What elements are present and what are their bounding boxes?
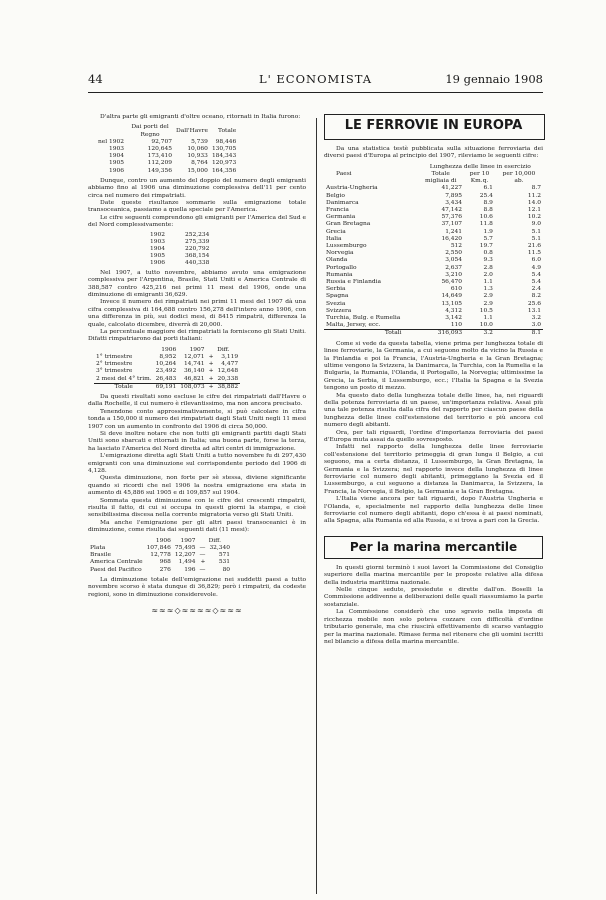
table-row: Brasile 12,778 12,207 — 571 <box>90 552 231 559</box>
paragraph: L'emigrazione diretta agli Stati Uniti a tutto novembre fu di 297,430 emigranti con una diminuzione sul corrispondente periodo del 1906 di 4,128. <box>88 453 306 475</box>
table-row: 2° trimestre 10,264 14,741 + 4,477 <box>96 361 239 368</box>
table-row: 1902 252,234 <box>150 231 210 238</box>
table-row: Plata 107,846 75,495 — 32,340 <box>90 544 231 551</box>
column-header: Dall'Havre <box>176 128 208 134</box>
article-title: LE FERROVIE IN EUROPA <box>344 118 523 133</box>
paragraph: Date queste risultanze sommarie sulla emigrazione totale transoceanica, passiamo a quella speciale per l'America. <box>88 200 306 214</box>
paragraph: Ma anche l'emigrazione per gli altri paesi transoceanici è in diminuzione, come risulta dai seguenti dati (11 mesi): <box>88 519 306 534</box>
paragraph: Invece il numero dei rimpatriati nei primi 11 mesi del 1907 dà una cifra complessiva di 164,688 contro 156,278 dell'intero anno 1906, con una differenza in più, sui dodici mesi, di 8415 rimpatrii, differenza la quale, calcolato dicembre, diverrà di 20,000. <box>88 299 306 328</box>
table-row: Lussemburgo 512 19.7 21.6 <box>326 243 541 250</box>
table-total-row: Totali 316,093 3.2 8.1 <box>324 330 543 338</box>
title-box <box>324 536 543 559</box>
table-row: Spagna 14,649 2.9 8.2 <box>326 293 541 300</box>
table-row: Belgio 7,895 25.4 11.2 <box>326 192 541 199</box>
right-column <box>324 146 543 646</box>
paragraph: Nel 1907, a tutto novembre, abbiamo avuto una emigrazione complessiva per l'Argentina, Brasile, Stati Uniti e America Centrale di 388,587 contro 425,216 nei primi 11 mesi del 1906, onde una diminuzione di emigranti 36,629. <box>88 269 306 298</box>
table-row: 1905 112,209 8,764 120,973 <box>109 160 237 167</box>
table-row: Svezia 13,105 2.9 25.6 <box>326 300 541 307</box>
america-emigrants-table <box>148 232 211 268</box>
header-rule <box>88 92 543 93</box>
column-header: 1906 <box>155 537 171 544</box>
column-header: 1907 <box>180 537 196 544</box>
paragraph: Nelle cinque sedute, presiedute e dirette dall'on. Boselli la Commissione addivenne a deliberazioni delle quali riassumiamo la parte sostanziale. <box>324 587 543 608</box>
table-row: 1904 220,792 <box>150 246 210 253</box>
table-row: Germania 57,376 10.6 10.2 <box>326 214 541 221</box>
page-header <box>88 72 543 88</box>
table-row: America Centrale 968 1,494 + 531 <box>90 559 231 566</box>
left-column <box>88 114 306 614</box>
other-countries-table <box>88 538 232 574</box>
table-row: nel 1902 92,707 5,739 98,446 <box>98 138 237 145</box>
table-row: Austria-Ungheria 41,227 6.1 8.7 <box>326 185 541 192</box>
paragraph: Da una statistica testè pubblicata sulla situazione ferroviaria dei diversi paesi d'Europa al principio del 1907, rileviamo le seguenti cifre: <box>324 146 543 160</box>
column-header: Totale <box>218 128 237 134</box>
column-divider <box>316 118 317 894</box>
table-row: Serbia 610 1.3 2.4 <box>326 286 541 293</box>
paragraph: D'altra parte gli emigranti d'oltre oceano, ritornati in Italia furono: <box>100 114 301 120</box>
table-row: Rumania 3,210 2.0 5.4 <box>326 271 541 278</box>
column-header: Diff. <box>208 537 222 544</box>
ornament-divider: ≈≈≈◇≈≈≈≈◇≈≈≈ <box>151 605 243 615</box>
table-row: Gran Bretagna 37,107 11.8 9.0 <box>326 221 541 228</box>
paragraph: Dunque, contro un aumento del doppio del numero degli emigranti abbiamo fino al 1906 una diminuzione complessiva dell'11 per cento circa nel numero dei rimpatriati. <box>88 177 306 199</box>
column-header: Paesi <box>336 171 352 178</box>
paragraph: Tenendone conto approssimativamente, si può calcolare in cifra tonda a 150,000 il numero dei rimpatriati dagli Stati Uniti negli 11 mesi 1907 con un aumento in confronto del 1906 di circa 50,000. <box>88 408 306 430</box>
paragraph: Sommata questa diminuzione con le cifre dei crescenti rimpatrii, risulta il fatto, di cui si occupa in questi giorni la stampa, e cioè sensibilissima discesa nella corrente migratoria verso gli Stati Uniti. <box>88 497 306 519</box>
paragraph: Infatti nel rapporto della lunghezza delle linee ferroviarie coll'estensione del territorio primeggia di gran lunga il Belgio, a cui seguono, ma a certa distanza, il Lussemburgo, la Gran Bretagna, la Germania e la Svizzera; nel rapporto invece della lunghezza di linee ferroviarie col numero degli abitanti, primeggiano la Svezia ed il Lussemburgo, a cui seguono a distanza la Danimarca, la Svizzera, la Francia, la Norvegia, il Belgio, la Germania e la Gran Bretagna. <box>324 444 543 495</box>
paragraph: Come si vede da questa tabella, viene prima per lunghezza totale di linee ferroviarie, la Germania, a cui seguono molto da vicino la Russia e la Finlandia e poi la Francia, l'Austria-Ungheria e la Gran Bretagna; ultime vengono la Svizzera, la Danimarca, la Turchia, con la Rumelia e la Bulgaria, la Rumania, l'Olanda, il Portogallo, la Norvegia; ultimissime la Grecia, la Serbia, il Lussemburgo, ecc.; l'Italia la Spagna e la Svezia tengono un posto di mezzo. <box>324 340 543 392</box>
railways-table: Lunghezza delle linee in esercizio Paesi Totale per 10 per 10,000 migliaia di Km.q. ab. Austria-Ungheria 41,227 6.1 8.7 Belgio 7,895 25.4 11.2 Danimarca 3,434 8.9 14.0 Francia 47,142 8.8 12.1 Germania 57,376 10.6 10.2 Gran Bretagna 37,107 11.8 9.0 Grecia 1,241 1.9 5.1 Italia 16,420 5.7 5.1 Lussemburgo 512 19.7 21.6 Norvegia 2,550 0.8 11.5 Olanda 3,054 9.3 6.0 Portogallo 2,637 2.8 4.9 Rumania 3,210 2.0 5.4 Russia e Finlandia 56,470 1.1 5.4 Serbia 610 1.3 2.4 Spagna 14,649 2.9 8.2 Svezia 13,105 2.9 25.6 Svizzera 4,312 10.5 13.1 Turchia, Bulg. e Rumelia 3,142 1.1 3.2 Malta, Jersey, ecc. 110 10.0 3.0 Totali 316,093 3.2 8.1 <box>326 163 541 337</box>
table-row: Francia 47,142 8.8 12.1 <box>326 207 541 214</box>
table-row: 1° trimestre 8,952 12,071 + 3,119 <box>96 353 239 360</box>
table-row: Portogallo 2,637 2.8 4.9 <box>326 264 541 271</box>
table-row: Italia 16,420 5.7 5.1 <box>326 235 541 242</box>
table-row: Olanda 3,054 9.3 6.0 <box>326 257 541 264</box>
paragraph: Da questi risultati sono escluse le cifre dei rimpatriati dall'Havre o dalla Rochelle, il cui numero è rilevantissimo, ma non ancora precisato. <box>88 393 306 408</box>
table-row: Paesi del Pacifico 276 196 — 80 <box>90 566 231 573</box>
table-row: 1903 120,645 10,060 130,705 <box>109 146 237 153</box>
paragraph: La diminuzione totale dell'emigrazione nei suddetti paesi a tutto novembre scorso è stata dunque di 36,829; però i rimpatrii, da codeste regioni, sono in diminuzione considerevole. <box>88 576 306 598</box>
article-title: Per la marina mercantile <box>349 539 518 554</box>
paragraph: La percentuale maggiore dei rimpatriati la forniscono gli Stati Uniti. Difatti rimpatriarono dai porti italiani: <box>88 328 306 343</box>
paragraph: L'Italia viene ancora per tali riguardi, dopo l'Austria Ungheria e l'Olanda, e, specialmente nel rapporto della lunghezza delle linee ferroviarie col numero degli abitanti, dopo ch'essa è ai paesi nominati, alla Spagna, alla Rumania ed alla Russia, e si trova a pari con la Grecia. <box>324 496 543 525</box>
column-header: 1907 <box>189 346 205 353</box>
paragraph: In questi giorni terminò i suoi lavori la Commissione del Consiglio superiore della marina mercantile per le proposte relative alla difesa della industria marittima nazionale. <box>324 564 543 586</box>
issue-date: 19 gennaio 1908 <box>445 72 543 86</box>
paragraph: Ora, per tali riguardi, l'ordine d'importanza ferroviaria dei paesi d'Europa muta assai da quello sovresposto. <box>324 429 543 443</box>
paragraph: La Commissione considerò che uno sgravio nella imposta di ricchezza mobile non solo poteva cozzare con difficoltà d'ordine tributario generale, ma che riuscirà effettivamente di scarso vantaggio per la marina nazionale. Rimase ferma nel ritenere che gli uomini iscritti nel bilancio a difesa della marina mercantile. <box>324 609 543 645</box>
table-row: Svizzera 4,312 10.5 13.1 <box>326 307 541 314</box>
column-header: Diff. <box>217 346 230 353</box>
table-row: 1906 440,338 <box>150 260 210 267</box>
table-row: 2 mesi del 4° trim. 26,483 46,821 + 20,338 <box>96 375 239 382</box>
table-row: 3° trimestre 23,492 36,140 + 12,648 <box>96 368 239 375</box>
returnees-table <box>96 124 238 174</box>
table-row: 1903 275,339 <box>150 238 210 245</box>
table-row: 1906 149,356 15,000 164,356 <box>109 167 237 174</box>
paragraph: Le cifre seguenti comprendono gli emigranti per l'America del Sud e del Nord complessivamente: <box>88 214 306 229</box>
table-row: Turchia, Bulg. e Rumelia 3,142 1.1 3.2 <box>326 315 541 322</box>
column-header: Dai porti del Regno <box>131 124 169 138</box>
column-group-header: Lunghezza delle linee in esercizio <box>429 163 531 170</box>
table-row: 1905 368,154 <box>150 253 210 260</box>
quarterly-returnees-table <box>94 347 240 391</box>
table-row: Russia e Finlandia 56,470 1.1 5.4 <box>326 279 541 286</box>
table-row: Malta, Jersey, ecc. 110 10.0 3.0 <box>326 322 541 329</box>
table-row: Grecia 1,241 1.9 5.1 <box>326 228 541 235</box>
journal-title: L' ECONOMISTA <box>258 72 373 86</box>
column-header: 1906 <box>161 346 177 353</box>
paragraph: Ma questo dato della lunghezza totale delle linee, ha, nei riguardi della potenza ferroviaria di un paese, un'importanza relativa. Assai più una tale potenza risulta dalla cifra del rapporto per ciascun paese della lunghezza delle linee coll'estensione del territorio e più ancora col numero degli abitanti. <box>324 392 543 429</box>
paragraph: Questa diminuzione, non forte per sè stessa, diviene significante quando si ricordi che nel 1906 la nostra emigrazione era stata in aumento di 45,886 sul 1905 e di 109,857 sul 1904. <box>88 475 306 497</box>
table-row: Danimarca 3,434 8.9 14.0 <box>326 199 541 206</box>
page-number: 44 <box>88 72 103 86</box>
table-row: 1904 173,410 10,933 184,343 <box>109 153 237 160</box>
table-row: Norvegia 2,550 0.8 11.5 <box>326 250 541 257</box>
paragraph: Si deve inoltre notare che non tutti gli emigranti partiti dagli Stati Uniti sono sbarcati e ritornati in Italia; una buona parte, forse la terza, ha lasciato l'America del Nord diretta ad altri centri di immigrazione. <box>88 431 306 452</box>
table-total-row: Totale 69,191 108,073 + 38,882 <box>94 383 240 391</box>
